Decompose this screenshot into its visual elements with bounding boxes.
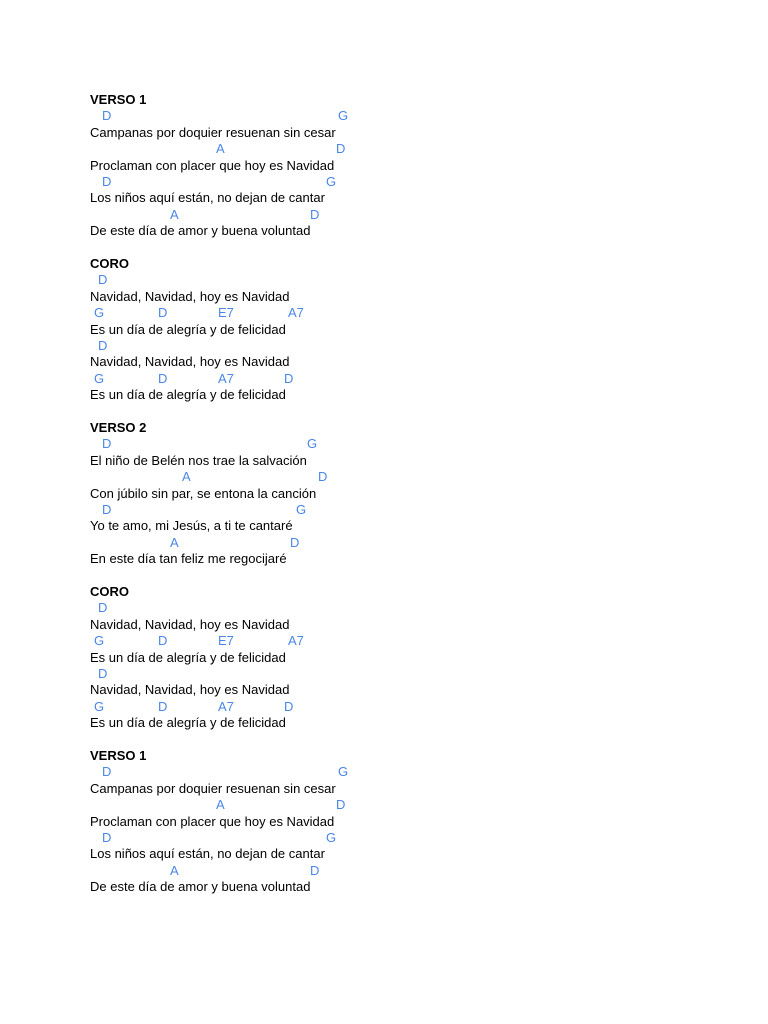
- chord-line: [90, 108, 690, 124]
- song-section: [90, 92, 690, 240]
- chord: A7: [218, 698, 234, 714]
- chord: D: [310, 862, 320, 878]
- chord: G: [338, 764, 349, 780]
- chord: D: [102, 501, 112, 517]
- chord-line: [90, 436, 690, 452]
- song-section: [90, 420, 690, 568]
- chord: A: [216, 141, 225, 157]
- chord: D: [284, 370, 294, 386]
- chord: G: [307, 436, 318, 452]
- chord-line: [90, 338, 690, 354]
- lyric-line: Los niños aquí están, no dejan de cantar: [90, 190, 325, 206]
- song-section: [90, 584, 690, 732]
- chord: D: [158, 633, 168, 649]
- chord: A: [182, 469, 191, 485]
- chord-line: [90, 666, 690, 682]
- chord-line: [90, 305, 690, 321]
- chord: G: [94, 698, 105, 714]
- song-section: [90, 748, 690, 896]
- lyric-line: Con júbilo sin par, se entona la canción: [90, 485, 317, 501]
- chord: G: [94, 370, 105, 386]
- chord: G: [296, 501, 307, 517]
- lyric-line: Es un día de alegría y de felicidad: [90, 649, 286, 665]
- section-heading: VERSO 1: [90, 747, 147, 763]
- chord: D: [284, 698, 294, 714]
- chord: E7: [218, 633, 234, 649]
- chord: D: [102, 829, 112, 845]
- lyrics-document: [90, 92, 690, 912]
- lyric-line: Es un día de alegría y de felicidad: [90, 715, 286, 731]
- lyric-line: Yo te amo, mi Jesús, a ti te cantaré: [90, 518, 293, 534]
- lyric-line: Es un día de alegría y de felicidad: [90, 321, 286, 337]
- chord: A: [170, 862, 179, 878]
- chord: A: [170, 206, 179, 222]
- lyric-line: Los niños aquí están, no dejan de cantar: [90, 846, 325, 862]
- section-heading: VERSO 2: [90, 419, 147, 435]
- chord: A7: [288, 305, 304, 321]
- chord-line: [90, 141, 690, 157]
- chord-line: [90, 207, 690, 223]
- chord: D: [318, 469, 328, 485]
- lyric-line: El niño de Belén nos trae la salvación: [90, 452, 307, 468]
- chord: G: [326, 829, 337, 845]
- chord-line: [90, 600, 690, 616]
- chord-line: [90, 699, 690, 715]
- song-section: [90, 256, 690, 404]
- chord: D: [290, 534, 300, 550]
- chord: A7: [288, 633, 304, 649]
- chord: D: [102, 764, 112, 780]
- chord: E7: [218, 305, 234, 321]
- lyric-line: En este día tan feliz me regocijaré: [90, 551, 287, 567]
- chord-line: [90, 535, 690, 551]
- lyric-line: Navidad, Navidad, hoy es Navidad: [90, 354, 290, 370]
- chord: D: [158, 698, 168, 714]
- chord-line: [90, 272, 690, 288]
- chord: D: [102, 108, 112, 124]
- chord: G: [94, 305, 105, 321]
- lyric-line: De este día de amor y buena voluntad: [90, 879, 311, 895]
- lyric-line: Navidad, Navidad, hoy es Navidad: [90, 288, 290, 304]
- lyric-line: Campanas por doquier resuenan sin cesar: [90, 780, 336, 796]
- chord-line: [90, 174, 690, 190]
- chord: D: [158, 305, 168, 321]
- chord-line: [90, 830, 690, 846]
- chord: D: [98, 600, 108, 616]
- lyric-line: Es un día de alegría y de felicidad: [90, 387, 286, 403]
- section-heading: VERSO 1: [90, 92, 147, 107]
- chord: D: [102, 174, 112, 189]
- lyric-line: De este día de amor y buena voluntad: [90, 223, 311, 239]
- chord: D: [336, 797, 346, 813]
- chord: D: [158, 370, 168, 386]
- lyric-line: Campanas por doquier resuenan sin cesar: [90, 124, 336, 140]
- lyric-line: Proclaman con placer que hoy es Navidad: [90, 157, 335, 173]
- lyric-line: Proclaman con placer que hoy es Navidad: [90, 813, 335, 829]
- chord-line: [90, 797, 690, 813]
- chord: D: [98, 337, 108, 353]
- chord-line: [90, 469, 690, 485]
- chord: G: [338, 108, 349, 124]
- chord: G: [94, 633, 105, 649]
- chord: G: [326, 174, 337, 189]
- lyric-line: Navidad, Navidad, hoy es Navidad: [90, 616, 290, 632]
- chord: D: [98, 272, 108, 288]
- chord-line: [90, 633, 690, 649]
- chord: D: [336, 141, 346, 157]
- chord: D: [310, 206, 320, 222]
- chord-line: [90, 764, 690, 780]
- lyric-line: Navidad, Navidad, hoy es Navidad: [90, 682, 290, 698]
- section-heading: CORO: [90, 583, 129, 599]
- chord: A: [170, 534, 179, 550]
- section-heading: CORO: [90, 255, 129, 271]
- chord-line: [90, 863, 690, 879]
- chord: A: [216, 797, 225, 813]
- chord-line: [90, 371, 690, 387]
- chord-line: [90, 502, 690, 518]
- chord: A7: [218, 370, 234, 386]
- chord: D: [98, 665, 108, 681]
- chord: D: [102, 436, 112, 452]
